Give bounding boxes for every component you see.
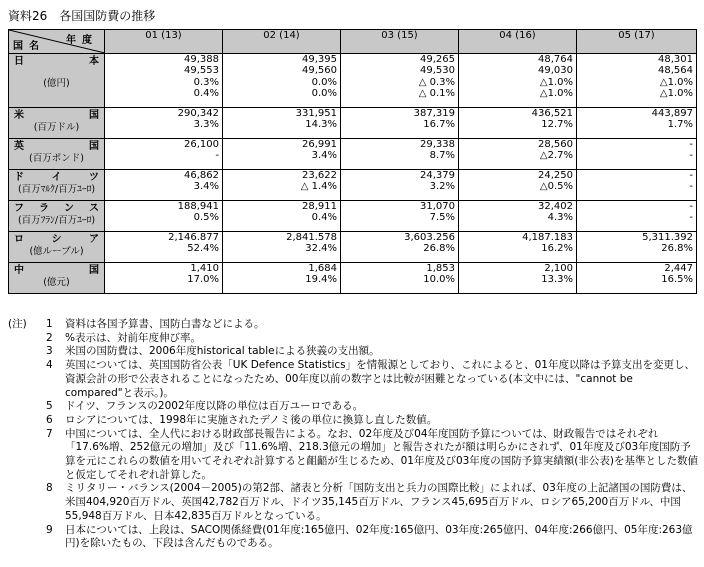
country-cell bbox=[9, 54, 105, 108]
value-line: 49,030 bbox=[538, 65, 573, 77]
header-year: 01 (13) bbox=[105, 30, 223, 54]
table-row bbox=[9, 263, 697, 294]
value-cell bbox=[459, 170, 577, 201]
value-cell bbox=[577, 201, 697, 232]
value-line: 32.4% bbox=[305, 243, 337, 255]
value-line: 3.4% bbox=[193, 181, 219, 193]
note-text: ミリタリー・バランス(2004－2005)の第2部、諸表と分析「国防支出と兵力の国際比較」によれば、03年度の上記諸国の国防費は、米国404,920百万ドル、英国42,782百万ドル、ドイツ35,145百万ドル、フランス45,695百万ドル、ロシア65,200百万ドル、中国55,948百万ドル、日本42,835百万ドルとなっている。 bbox=[65, 482, 693, 522]
country-name bbox=[12, 108, 101, 122]
table-row bbox=[9, 108, 697, 139]
page-title: 資料26 各国国防費の推移 bbox=[8, 9, 156, 23]
value-line: 28,911 bbox=[302, 201, 337, 212]
value-cell bbox=[459, 263, 577, 294]
header-corner-cell bbox=[9, 30, 105, 54]
note-number: 4 bbox=[46, 359, 53, 372]
value-line: 48,301 bbox=[658, 54, 693, 65]
value-cell bbox=[341, 232, 459, 263]
value-line: 49,530 bbox=[420, 65, 455, 77]
country-cell bbox=[9, 139, 105, 170]
value-line: 31,070 bbox=[420, 201, 455, 212]
country-name-char: 日 bbox=[14, 56, 24, 67]
unit-label: (億円) bbox=[43, 78, 70, 89]
note-text: ドイツ、フランスの2002年度以降の単位は百万ユーロである。 bbox=[65, 400, 364, 413]
value-cell bbox=[459, 108, 577, 139]
country-name-char: 中 bbox=[14, 265, 24, 276]
value-line: 16.7% bbox=[423, 119, 455, 131]
note-item bbox=[8, 345, 698, 359]
country-name-char: ス bbox=[89, 203, 99, 214]
value-cell bbox=[341, 201, 459, 232]
value-cell bbox=[577, 108, 697, 139]
country-cell bbox=[9, 201, 105, 232]
value-line: 49,553 bbox=[184, 65, 219, 77]
country-name-char: 国 bbox=[89, 141, 99, 152]
value-cell bbox=[223, 263, 341, 294]
unit-label: (百万ドル) bbox=[33, 122, 80, 133]
unit-label: (百万ﾌﾗﾝ/百万ﾕｰﾛ) bbox=[17, 215, 96, 226]
note-text: 英国については、英国国防省公表「UK Defence Statistics」を情報源としており、これによると、01年度以降は予算支出を変更し、資源会計の形で公表されることになったため、00年度以前の数字とは比較が困難となっている(本文中には、"cannot be compared"と表示。)。 bbox=[65, 359, 695, 399]
note-prefix bbox=[8, 414, 34, 428]
value-line: 7.5% bbox=[429, 212, 455, 224]
value-line: 2,841.578 bbox=[286, 232, 337, 243]
country-name-char: ラ bbox=[39, 203, 49, 214]
value-line: 16.2% bbox=[541, 243, 573, 255]
value-cell bbox=[577, 232, 697, 263]
note-text: 中国については、全人代における財政部長報告による。なお、02年度及び04年度国防予算については、財政報告ではそれぞれ「17.6%増、252億元の増加」及び「11.6%増、218.3億元の増加」と報告されたが額は明らかにされず、01年度及び03年度国防予算を元にこれらの数値を用いてそれぞれ計算すると齟齬が生じるため、01年度及び03年度の国防予算実績額(非公表)を基準とした数値と仮定してそれぞれ計算した。 bbox=[65, 427, 698, 481]
note-number: 5 bbox=[46, 400, 53, 413]
value-line: - bbox=[215, 150, 219, 162]
note-prefix bbox=[8, 359, 34, 400]
value-line: 1.7% bbox=[667, 119, 693, 131]
country-name bbox=[12, 54, 101, 68]
note-number: 7 bbox=[46, 427, 53, 440]
unit-label: (億元) bbox=[43, 277, 70, 288]
note-number: 6 bbox=[46, 413, 53, 426]
value-line: 49,560 bbox=[302, 65, 337, 77]
note-item bbox=[8, 332, 698, 346]
country-name-char: フ bbox=[14, 203, 24, 214]
value-line: - bbox=[689, 201, 693, 212]
value-line: 48,764 bbox=[538, 54, 573, 65]
country-name bbox=[12, 263, 101, 277]
unit-label: (百万ﾏﾙｸ/百万ﾕｰﾛ) bbox=[17, 184, 96, 195]
value-line: 13.3% bbox=[541, 274, 573, 286]
value-line: 24,379 bbox=[420, 170, 455, 181]
note-item bbox=[8, 400, 698, 414]
table-row bbox=[9, 170, 697, 201]
value-cell bbox=[223, 201, 341, 232]
note-item bbox=[8, 414, 698, 428]
value-cell bbox=[577, 54, 697, 108]
unit-label: (百万ポンド) bbox=[29, 153, 84, 164]
value-line: - bbox=[689, 212, 693, 224]
value-cell bbox=[341, 170, 459, 201]
value-cell bbox=[341, 263, 459, 294]
value-line: 26.8% bbox=[423, 243, 455, 255]
value-line: △1.0% bbox=[539, 76, 573, 88]
value-cell bbox=[105, 170, 223, 201]
value-line: 4.3% bbox=[547, 212, 573, 224]
value-line: 443,897 bbox=[651, 108, 693, 119]
value-line: 19.4% bbox=[305, 274, 337, 286]
country-name-char: シ bbox=[51, 234, 62, 245]
table-row bbox=[9, 139, 697, 170]
value-line: 12.7% bbox=[541, 119, 573, 131]
value-line: 52.4% bbox=[187, 243, 219, 255]
country-name-char: 本 bbox=[89, 56, 99, 67]
value-cell bbox=[223, 54, 341, 108]
value-cell bbox=[341, 139, 459, 170]
value-line: 2,100 bbox=[544, 263, 573, 274]
country-cell bbox=[9, 108, 105, 139]
value-line: 0.0% bbox=[311, 87, 337, 99]
note-prefix bbox=[8, 428, 34, 483]
header-country-label: 国名 bbox=[13, 41, 45, 52]
value-line: 48,564 bbox=[658, 65, 693, 77]
country-cell bbox=[9, 263, 105, 294]
note-number: 3 bbox=[46, 345, 53, 358]
country-name-char: ロ bbox=[14, 234, 24, 245]
value-line: 8.7% bbox=[429, 150, 455, 162]
value-line: 3.2% bbox=[429, 181, 455, 193]
table-row bbox=[9, 201, 697, 232]
note-number: 8 bbox=[46, 482, 53, 495]
value-line: 49,395 bbox=[302, 54, 337, 65]
value-cell bbox=[105, 263, 223, 294]
value-line: 32,402 bbox=[538, 201, 573, 212]
value-line: 436,521 bbox=[531, 108, 573, 119]
value-line: 1,684 bbox=[308, 263, 337, 274]
notes-section bbox=[8, 318, 698, 551]
country-cell bbox=[9, 232, 105, 263]
value-line: 5,311.392 bbox=[642, 232, 693, 243]
value-line: 3.3% bbox=[193, 119, 219, 131]
table-row bbox=[9, 232, 697, 263]
header-year: 05 (17) bbox=[577, 30, 697, 54]
value-line: 0.4% bbox=[193, 87, 219, 99]
value-line: 17.0% bbox=[187, 274, 219, 286]
value-line: 49,388 bbox=[184, 54, 219, 65]
value-cell bbox=[341, 108, 459, 139]
country-name bbox=[12, 139, 101, 153]
value-line: 1,853 bbox=[426, 263, 455, 274]
value-cell bbox=[459, 139, 577, 170]
value-line: △2.7% bbox=[539, 150, 573, 162]
note-text: %表示は、対前年度伸び率。 bbox=[65, 331, 201, 344]
value-line: 16.5% bbox=[661, 274, 693, 286]
value-line: 24,250 bbox=[538, 170, 573, 181]
header-year: 04 (16) bbox=[459, 30, 577, 54]
note-prefix bbox=[8, 524, 34, 551]
note-text: 日本については、上段は、SACO関係経費(01年度:165億円、02年度:165億円、03年度:265億円、04年度:266億円、05年度:263億円)を除いたもの、下段は含んだものである。 bbox=[65, 523, 693, 550]
value-line: 26.8% bbox=[661, 243, 693, 255]
note-number: 9 bbox=[46, 523, 53, 536]
value-line: 290,342 bbox=[177, 108, 219, 119]
country-name-char: 米 bbox=[14, 110, 24, 121]
value-line: 4,187.183 bbox=[522, 232, 573, 243]
table-row bbox=[9, 54, 697, 108]
value-line: 1,410 bbox=[190, 263, 219, 274]
value-line: △0.5% bbox=[539, 181, 573, 193]
note-item bbox=[8, 318, 698, 332]
country-name-char: 国 bbox=[89, 110, 99, 121]
value-line: 10.0% bbox=[423, 274, 455, 286]
country-name-char: ツ bbox=[89, 172, 99, 183]
country-name-char: ン bbox=[64, 203, 74, 214]
value-line: 23,622 bbox=[302, 170, 337, 181]
value-cell bbox=[223, 232, 341, 263]
value-line: 49,265 bbox=[420, 54, 455, 65]
note-item bbox=[8, 482, 698, 523]
value-cell bbox=[223, 139, 341, 170]
note-prefix bbox=[8, 345, 34, 359]
value-line: - bbox=[689, 170, 693, 181]
note-prefix bbox=[8, 482, 34, 523]
value-line: 0.4% bbox=[311, 212, 337, 224]
note-number: 1 bbox=[46, 318, 53, 330]
value-cell bbox=[223, 170, 341, 201]
value-cell bbox=[577, 263, 697, 294]
value-line: 28,560 bbox=[538, 139, 573, 150]
country-name bbox=[12, 170, 101, 184]
value-line: 0.5% bbox=[193, 212, 219, 224]
value-line: 2,146.877 bbox=[168, 232, 219, 243]
value-line: - bbox=[689, 139, 693, 150]
value-line: 0.3% bbox=[193, 76, 219, 88]
value-line: 46,862 bbox=[184, 170, 219, 181]
country-name-char: ド bbox=[14, 172, 24, 183]
country-name-char: ア bbox=[89, 234, 99, 245]
value-line: △1.0% bbox=[539, 87, 573, 99]
value-line: 0.0% bbox=[311, 76, 337, 88]
value-line: - bbox=[689, 150, 693, 162]
value-cell bbox=[105, 108, 223, 139]
defense-budget-table bbox=[8, 29, 697, 294]
value-cell bbox=[223, 108, 341, 139]
value-cell bbox=[341, 54, 459, 108]
note-text: 米国の国防費は、2006年度historical tableによる狭義の支出額。 bbox=[65, 345, 380, 358]
value-line: △ 0.1% bbox=[418, 87, 455, 99]
value-line: 387,319 bbox=[413, 108, 455, 119]
value-cell bbox=[459, 232, 577, 263]
value-cell bbox=[459, 54, 577, 108]
note-prefix: (注) bbox=[8, 318, 27, 330]
unit-label: (億ルーブル) bbox=[29, 246, 84, 257]
value-line: △ 0.3% bbox=[418, 76, 455, 88]
note-text: ロシアについては、1998年に実施されたデノミ後の単位に換算し直した数値。 bbox=[65, 413, 438, 426]
header-year-label: 年度 bbox=[66, 35, 98, 46]
value-line: 26,991 bbox=[302, 139, 337, 150]
note-item bbox=[8, 524, 698, 551]
country-name-char: 英 bbox=[14, 141, 24, 152]
value-line: 3.4% bbox=[311, 150, 337, 162]
value-cell bbox=[459, 201, 577, 232]
note-item bbox=[8, 428, 698, 483]
value-cell bbox=[105, 201, 223, 232]
value-line: △1.0% bbox=[659, 87, 693, 99]
header-year: 02 (14) bbox=[223, 30, 341, 54]
value-cell bbox=[105, 139, 223, 170]
note-item bbox=[8, 359, 698, 400]
country-name bbox=[12, 232, 101, 246]
value-cell bbox=[105, 232, 223, 263]
value-cell bbox=[577, 139, 697, 170]
value-line: 188,941 bbox=[177, 201, 219, 212]
country-name bbox=[12, 201, 101, 215]
value-line: △1.0% bbox=[659, 76, 693, 88]
value-cell bbox=[577, 170, 697, 201]
note-text: 資料は各国予算書、国防白書などによる。 bbox=[65, 318, 265, 330]
value-line: △ 1.4% bbox=[300, 181, 337, 193]
country-name-char: 国 bbox=[89, 265, 99, 276]
country-name-char: イ bbox=[51, 172, 62, 183]
value-line: 29,338 bbox=[420, 139, 455, 150]
note-number: 2 bbox=[46, 331, 53, 344]
value-line: 2,447 bbox=[664, 263, 693, 274]
header-year: 03 (15) bbox=[341, 30, 459, 54]
value-cell bbox=[105, 54, 223, 108]
table-header-row bbox=[9, 30, 697, 54]
value-line: - bbox=[689, 181, 693, 193]
value-line: 3,603.256 bbox=[404, 232, 455, 243]
value-line: 26,100 bbox=[184, 139, 219, 150]
country-cell bbox=[9, 170, 105, 201]
note-prefix bbox=[8, 400, 34, 414]
value-line: 331,951 bbox=[295, 108, 337, 119]
note-prefix bbox=[8, 332, 34, 346]
value-line: 14.3% bbox=[305, 119, 337, 131]
